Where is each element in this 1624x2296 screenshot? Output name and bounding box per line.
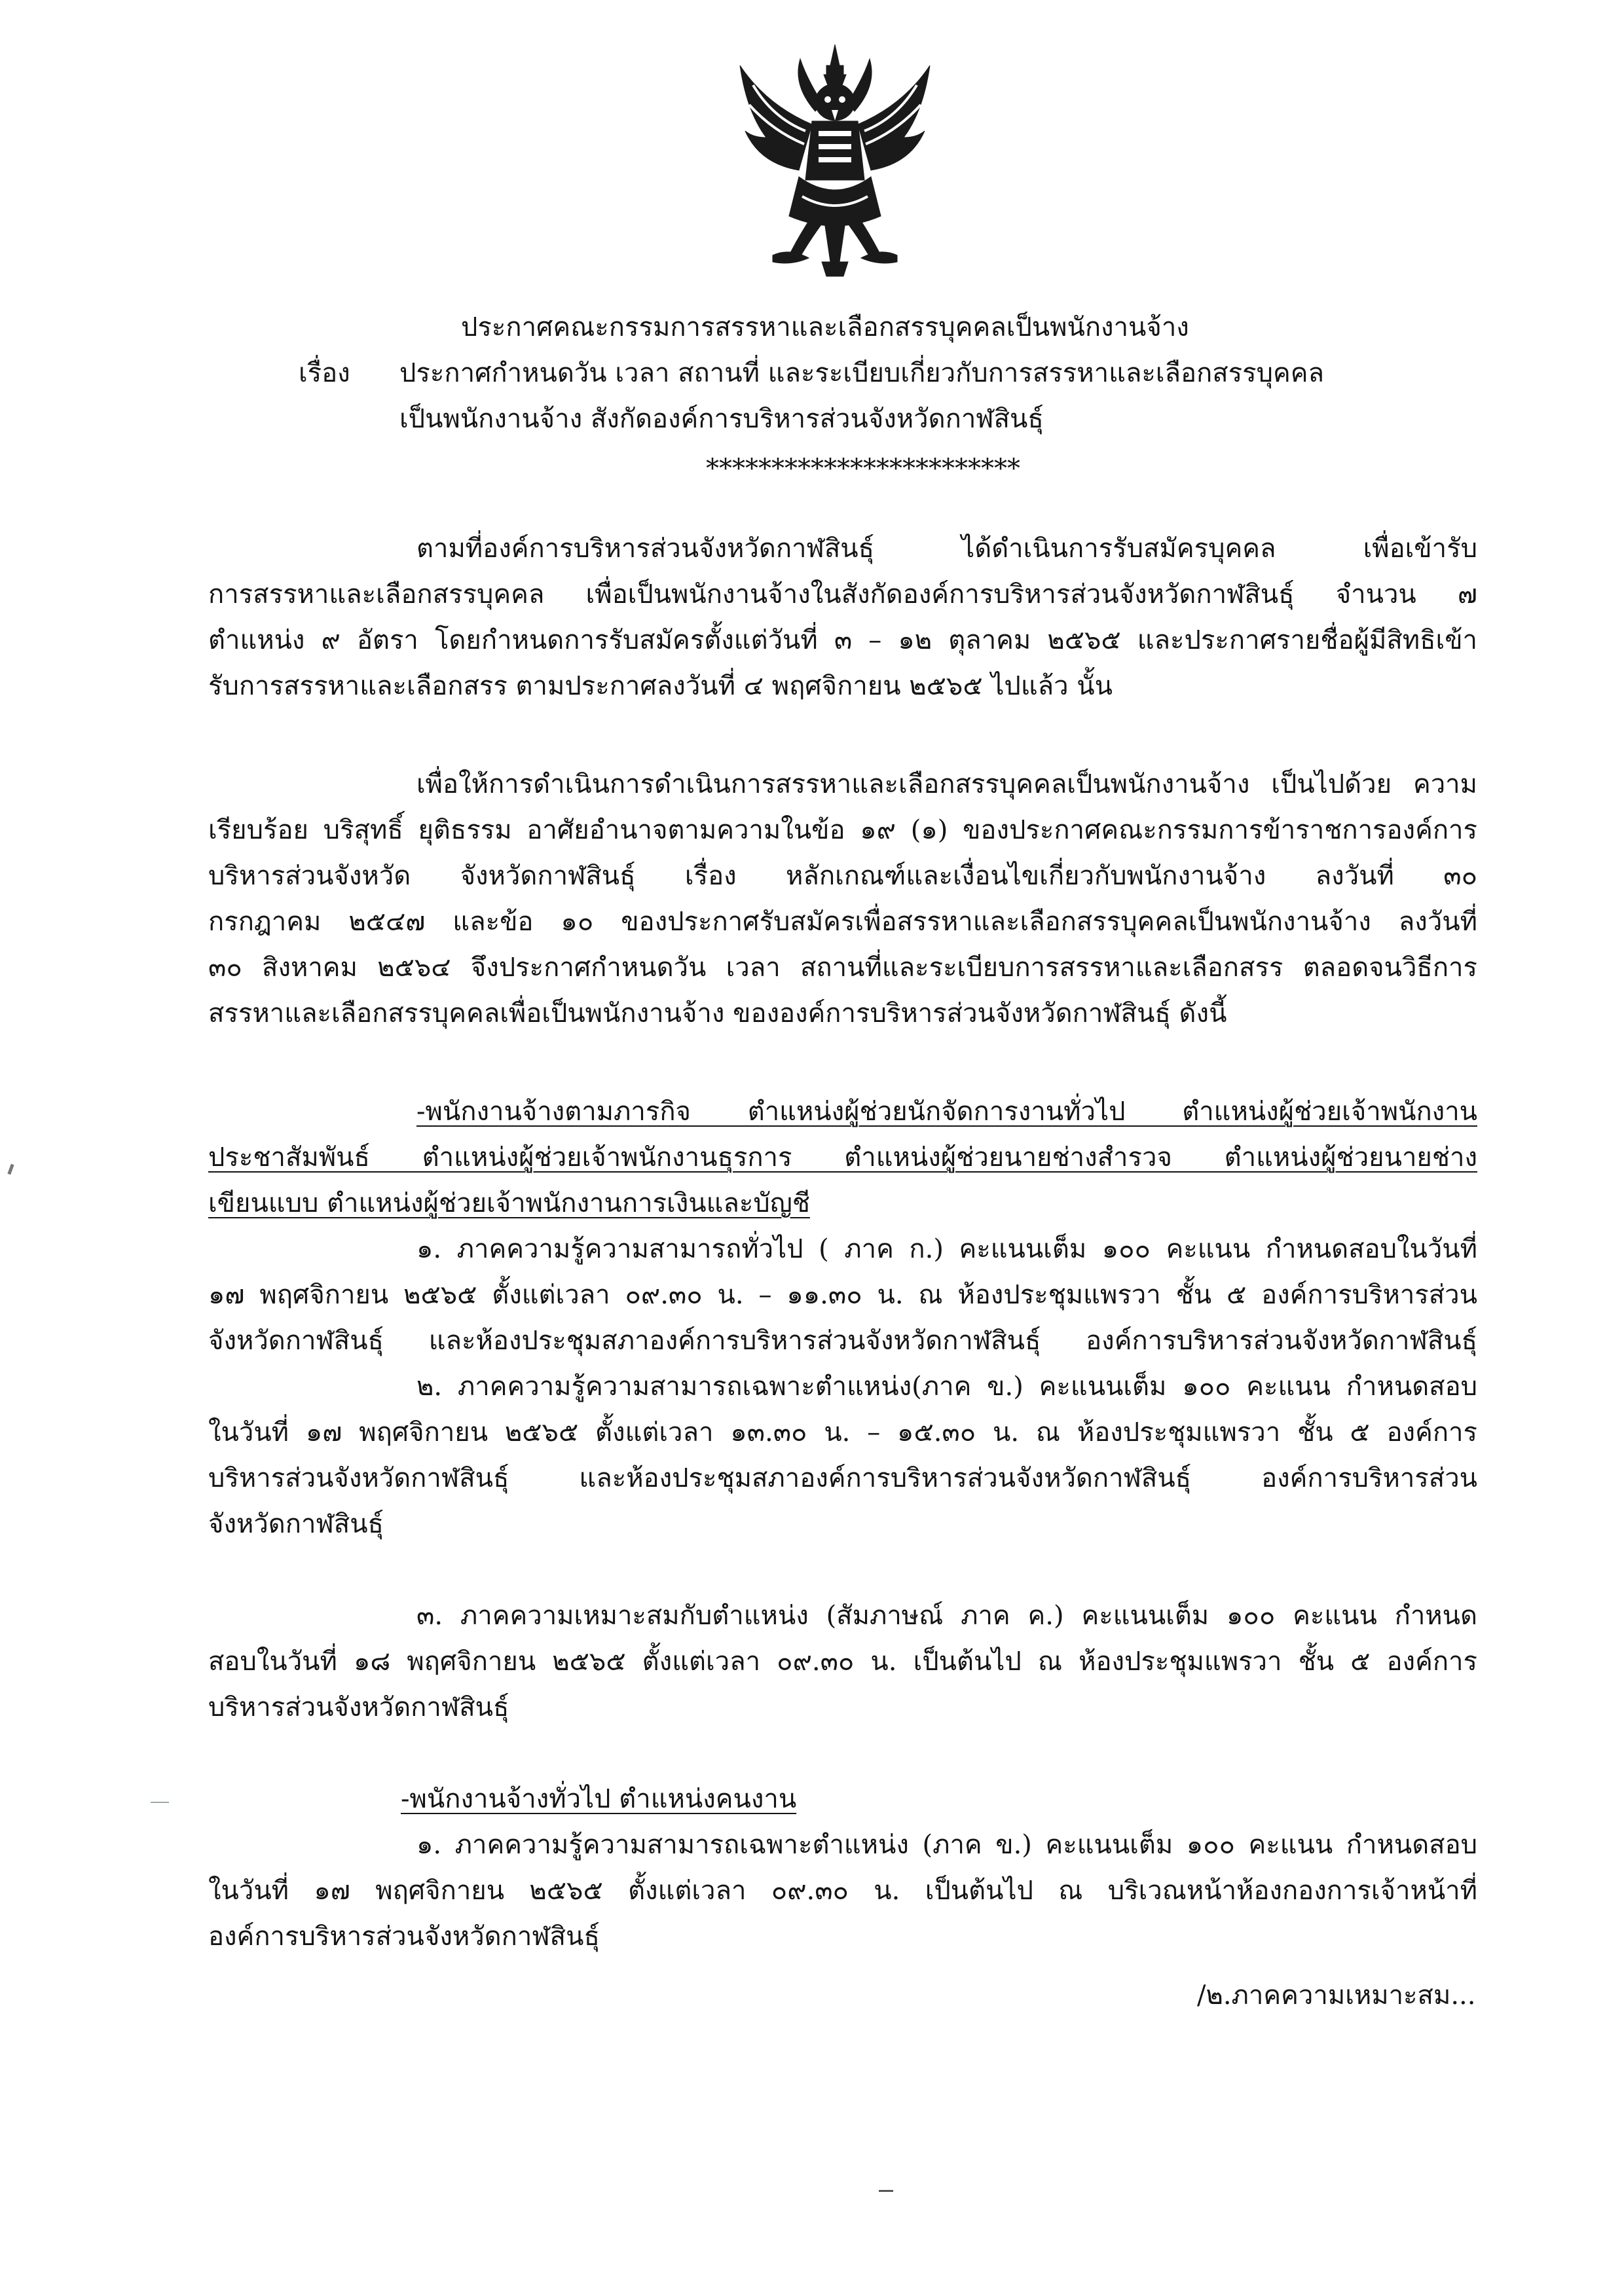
announcement-title: ประกาศคณะกรรมการสรรหาและเลือกสรรบุคคลเป็นพนักงานจ้าง xyxy=(461,312,1189,342)
para1-line: ตามที่องค์การบริหารส่วนจังหวัดกาฬสินธุ์ ได้ดำเนินการรับสมัครบุคคล เพื่อเข้ารับ xyxy=(416,534,1477,564)
section1-item3-line: ๓. ภาคความเหมาะสมกับตำแหน่ง (สัมภาษณ์ ภาค ค.) คะแนนเต็ม ๑๐๐ คะแนน กำหนด xyxy=(416,1601,1477,1631)
para1-line: รับการสรรหาและเลือกสรร ตามประกาศลงวันที่ ๔ พฤศจิกายน ๒๕๖๕ ไปแล้ว นั้น xyxy=(208,671,1113,701)
section1-item3-line: สอบในวันที่ ๑๘ พฤศจิกายน ๒๕๖๕ ตั้งแต่เวลา ๐๙.๓๐ น. เป็นต้นไป ณ ห้องประชุมแพรวา ชั้น ๕ องค์การ xyxy=(208,1647,1477,1677)
para2-line: เรียบร้อย บริสุทธิ์ ยุติธรรม อาศัยอำนาจตามความในข้อ ๑๙ (๑) ของประกาศคณะกรรมการข้าราชการองค์การ xyxy=(208,815,1477,845)
para2-line: เพื่อให้การดำเนินการดำเนินการสรรหาและเลือกสรรบุคคลเป็นพนักงานจ้าง เป็นไปด้วย ความ xyxy=(416,769,1477,799)
section2-item1-line: ในวันที่ ๑๗ พฤศจิกายน ๒๕๖๕ ตั้งแต่เวลา ๐๙.๓๐ น. เป็นต้นไป ณ บริเวณหน้าห้องกองการเจ้าหน้าที่ xyxy=(208,1876,1477,1906)
section1-heading-line: เขียนแบบ ตำแหน่งผู้ช่วยเจ้าพนักงานการเงินและบัญชี xyxy=(208,1188,810,1218)
para1-line: การสรรหาและเลือกสรรบุคคล เพื่อเป็นพนักงานจ้างในสังกัดองค์การบริหารส่วนจังหวัดกาฬสินธุ์ จำนวน ๗ xyxy=(208,579,1477,610)
para1-line: ตำแหน่ง ๙ อัตรา โดยกำหนดการรับสมัครตั้งแต่วันที่ ๓ – ๑๒ ตุลาคม ๒๕๖๕ และประกาศรายชื่อผู้มีสิทธิเข้า xyxy=(208,625,1477,655)
subject-line-1: ประกาศกำหนดวัน เวลา สถานที่ และระเบียบเกี่ยวกับการสรรหาและเลือกสรรบุคคล xyxy=(399,358,1325,388)
section1-heading-line: -พนักงานจ้างตามภารกิจ ตำแหน่งผู้ช่วยนักจัดการงานทั่วไป ตำแหน่งผู้ช่วยเจ้าพนักงาน xyxy=(416,1097,1477,1127)
page-bottom-dash xyxy=(879,2190,893,2192)
section1-item2-line: ๒. ภาคความรู้ความสามารถเฉพาะตำแหน่ง(ภาค ข.) คะแนนเต็ม ๑๐๐ คะแนน กำหนดสอบ xyxy=(416,1372,1477,1402)
section1-item3-line: บริหารส่วนจังหวัดกาฬสินธุ์ xyxy=(208,1692,509,1722)
section1-item1-line: จังหวัดกาฬสินธุ์ และห้องประชุมสภาองค์การบริหารส่วนจังหวัดกาฬสินธุ์ องค์การบริหารส่วนจังหวัดกาฬสินธุ์ xyxy=(208,1326,1477,1356)
section1-item2-line: บริหารส่วนจังหวัดกาฬสินธุ์ และห้องประชุมสภาองค์การบริหารส่วนจังหวัดกาฬสินธุ์ องค์การบริหารส่วน xyxy=(208,1463,1477,1493)
section1-item2-line: จังหวัดกาฬสินธุ์ xyxy=(208,1509,384,1539)
scan-mark xyxy=(151,1802,169,1803)
section2-item1-line: ๑. ภาคความรู้ความสามารถเฉพาะตำแหน่ง (ภาค ข.) คะแนนเต็ม ๑๐๐ คะแนน กำหนดสอบ xyxy=(416,1830,1477,1860)
para2-line: กรกฎาคม ๒๕๔๗ และข้อ ๑๐ ของประกาศรับสมัครเพื่อสรรหาและเลือกสรรบุคคลเป็นพนักงานจ้าง ลงวันที่ xyxy=(208,907,1477,937)
garuda-emblem-icon xyxy=(727,39,943,282)
section1-item1-line: ๑. ภาคความรู้ความสามารถทั่วไป ( ภาค ก.) คะแนนเต็ม ๑๐๐ คะแนน กำหนดสอบในวันที่ xyxy=(416,1234,1477,1264)
section2-item1-line: องค์การบริหารส่วนจังหวัดกาฬสินธุ์ xyxy=(208,1922,600,1952)
separator-stars: ************************ xyxy=(706,454,1020,484)
section1-item2-line: ในวันที่ ๑๗ พฤศจิกายน ๒๕๖๕ ตั้งแต่เวลา ๑๓.๓๐ น. – ๑๕.๓๐ น. ณ ห้องประชุมแพรวา ชั้น ๕ องค์การ xyxy=(208,1417,1477,1448)
subject-line-2: เป็นพนักงานจ้าง สังกัดองค์การบริหารส่วนจังหวัดกาฬสินธุ์ xyxy=(399,404,1044,434)
section1-item1-line: ๑๗ พฤศจิกายน ๒๕๖๕ ตั้งแต่เวลา ๐๙.๓๐ น. – ๑๑.๓๐ น. ณ ห้องประชุมแพรวา ชั้น ๕ องค์การบริหารส่วน xyxy=(208,1280,1477,1310)
section1-heading-line: ประชาสัมพันธ์ ตำแหน่งผู้ช่วยเจ้าพนักงานธุรการ ตำแหน่งผู้ช่วยนายช่างสำรวจ ตำแหน่งผู้ช่วยนายช่าง xyxy=(208,1142,1477,1173)
subject-label: เรื่อง xyxy=(299,358,350,388)
scan-speck xyxy=(7,1164,14,1175)
continuation-text: /๒.ภาคความเหมาะสม... xyxy=(1197,1980,1476,2011)
para2-line: ๓๐ สิงหาคม ๒๕๖๔ จึงประกาศกำหนดวัน เวลา สถานที่และระเบียบการสรรหาและเลือกสรร ตลอดจนวิธีการ xyxy=(208,953,1477,983)
para2-line: บริหารส่วนจังหวัด จังหวัดกาฬสินธุ์ เรื่อง หลักเกณฑ์และเงื่อนไขเกี่ยวกับพนักงานจ้าง ลงวันที่ ๓๐ xyxy=(208,861,1477,891)
section2-heading: -พนักงานจ้างทั่วไป ตำแหน่งคนงาน xyxy=(401,1784,797,1814)
para2-line: สรรหาและเลือกสรรบุคคลเพื่อเป็นพนักงานจ้าง ขององค์การบริหารส่วนจังหวัดกาฬสินธุ์ ดังนี้ xyxy=(208,998,1227,1029)
